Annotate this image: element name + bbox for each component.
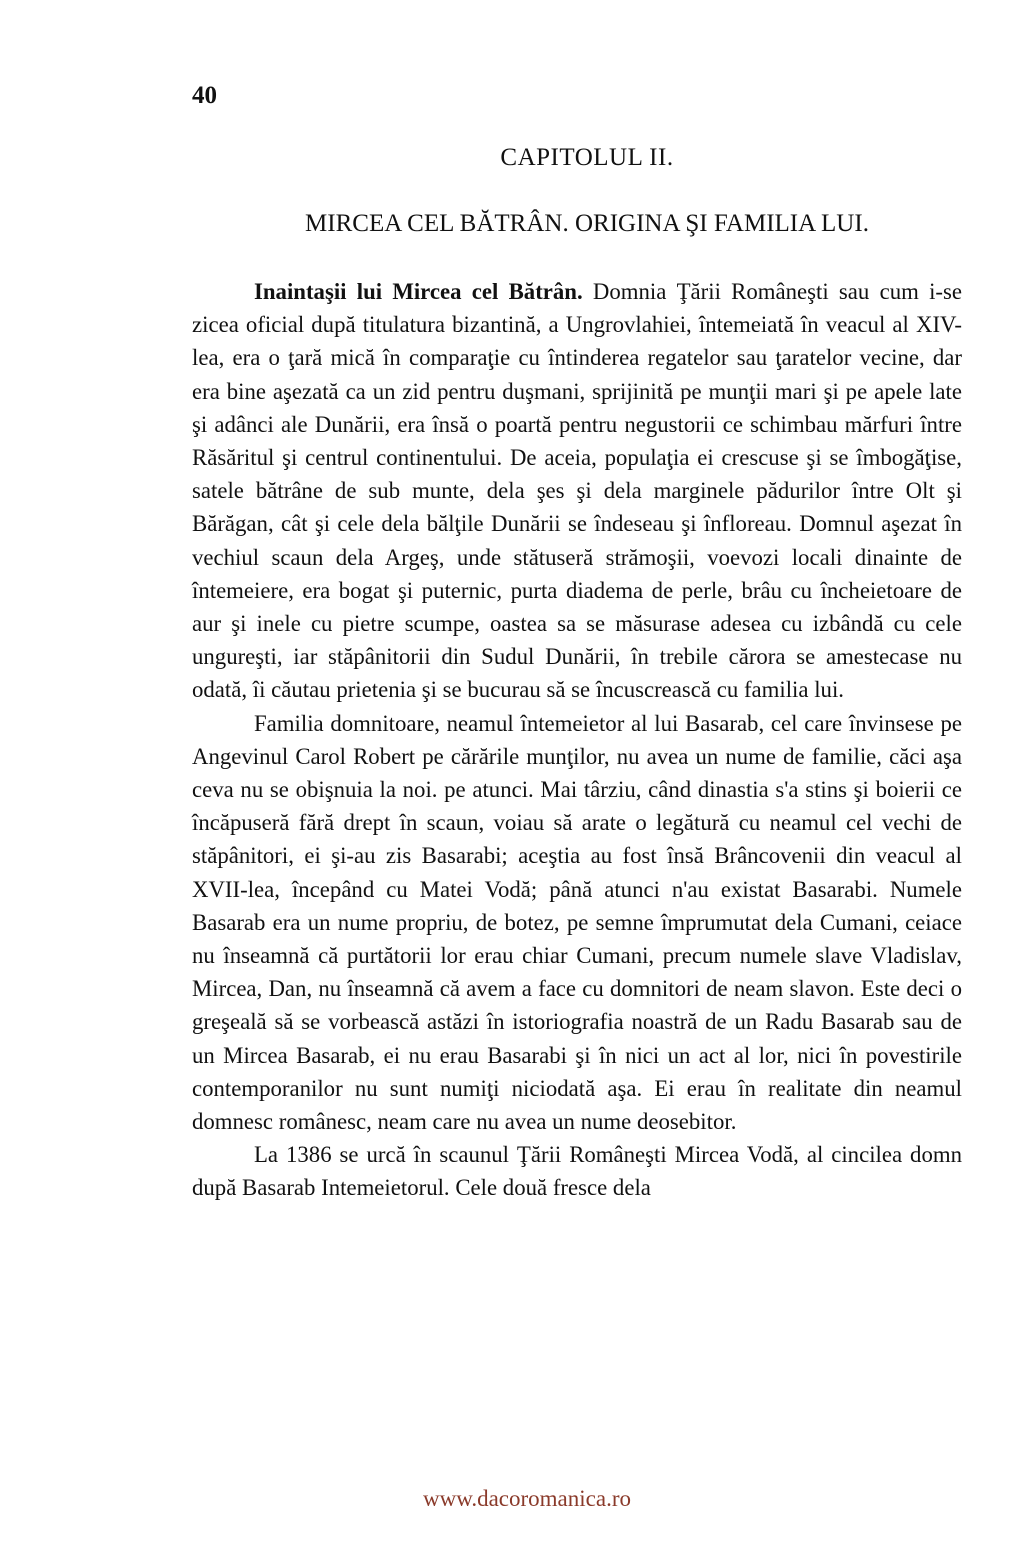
run-in-heading: Inaintaşii lui Mircea cel Bătrân. — [254, 279, 583, 304]
paragraph-2 — [192, 707, 962, 1139]
paragraph-1 — [192, 275, 962, 707]
paragraph-text: La 1386 se urcă în scaunul Ţării Româneşti Mircea Vodă, al cincilea domn după Basarab Intemeietorul. Cele două fresce dela — [192, 1142, 962, 1201]
footer-watermark: www.dacoromanica.ro — [423, 1486, 631, 1511]
paragraph-3 — [192, 1138, 962, 1204]
paragraph-text: Domnia Ţării Româneşti sau cum i-se zicea oficial după titulatura bizantină, a Ungrovlahiei, întemeiată în veacul al XIV-lea, era o ţară mică în comparaţie cu întinderea regatelor sau ţaratelor vecine, dar era bine aşezată ca un zid pentru duşmani, sprijinită pe munţii mari şi pe apele late şi adânci ale Dunării, era însă o poartă pentru negustorii ce schimbau mărfuri între Răsăritul şi centrul continentului. De aceia, populaţia ei crescuse şi se îmbogăţise, satele bătrâne de sub munte, dela şes şi dela marginele pădurilor între Olt şi Bărăgan, cât şi cele dela bălţile Dunării se îndeseau şi înfloreau. Domnul aşezat în vechiul scaun dela Argeş, unde stătuseră strămoşii, voevozi locali dinainte de întemeiere, era bogat şi puternic, purta diadema de perle, brâu cu încheietoare de aur şi inele cu pietre scumpe, oastea sa se măsurase adesea cu izbândă cu cele ungureşti, iar stăpânitorii din Sudul Dunării, în trebile cărora se amestecase nu odată, îi căutau prietenia şi se bucurau să se încuscrească cu familia lui. — [192, 279, 962, 703]
chapter-title: MIRCEA CEL BĂTRÂN. ORIGINA ŞI FAMILIA LUI. — [305, 210, 869, 237]
chapter-label: CAPITOLUL II. — [500, 144, 674, 171]
paragraph-text: Familia domnitoare, neamul întemeietor al lui Basarab, cel care învinsese pe Angevinul Carol Robert pe cărările munţilor, nu avea un nume de familie, căci aşa ceva nu se obişnuia la noi. pe atunci. Mai târziu, când dinastia s'a stins şi boierii ce încăpuseră fără drept în scaun, voiau să arate o legătură cu neamul cel vechi de stăpânitori, ei şi-au zis Basarabi; aceştia au fost însă Brâncovenii din veacul al XVII-lea, începând cu Matei Vodă; până atunci n'au existat Basarabi. Numele Basarab era un nume propriu, de botez, pe semne împrumutat dela Cumani, ceiace nu înseamnă că purtătorii lor erau chiar Cumani, precum numele slave Vladislav, Mircea, Dan, nu înseamnă că avem a face cu domnitori de neam slavon. Este deci o greşeală să se vorbească astăzi în istoriografia noastră de un Radu Basarab sau de un Mircea Basarab, ei nu erau Basarabi şi în nici un act al lor, nici în povestirile contemporanilor nu sunt numiţi niciodată aşa. Ei erau în realitate din neamul domnesc românesc, neam care nu avea un nume deosebitor. — [192, 710, 962, 1135]
body-text — [192, 275, 962, 1205]
page-number: 40 — [192, 82, 217, 109]
